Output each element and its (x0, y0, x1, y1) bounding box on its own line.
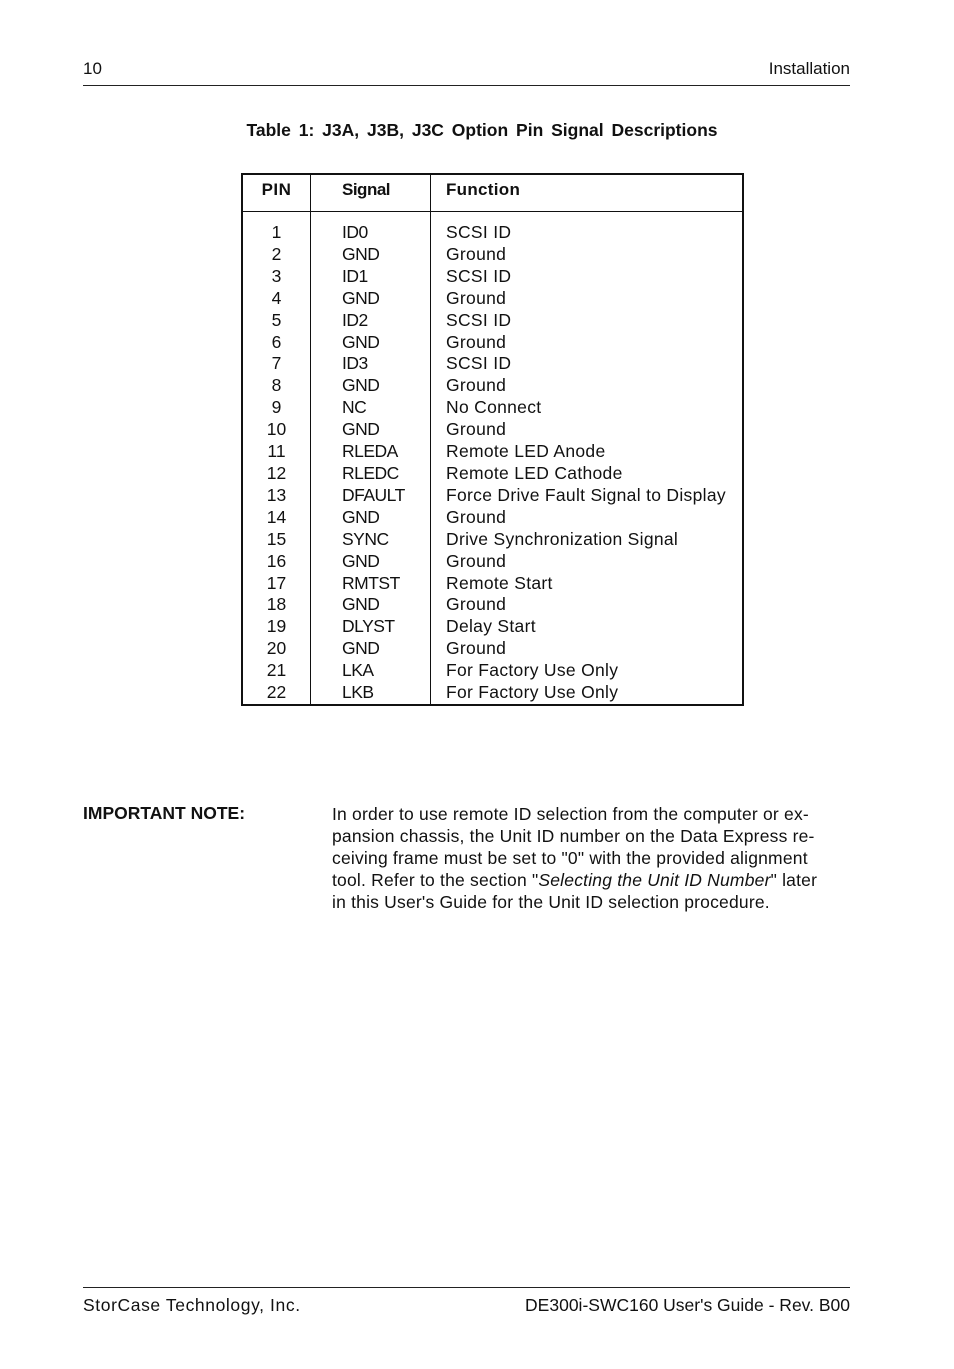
pin-cell: 14 (266, 506, 287, 527)
signal-cell: DFAULT (342, 484, 405, 505)
signal-cell: GND (342, 243, 380, 264)
note-line: pansion chassis, the Unit ID number on the Data Express re- (332, 826, 815, 846)
function-cell: Ground (446, 594, 507, 615)
pin-cell: 5 (271, 309, 282, 330)
column-header-signal: Signal (342, 180, 391, 199)
signal-cell: GND (342, 594, 380, 615)
signal-cell: ID1 (342, 265, 368, 286)
function-cell: Remote LED Cathode (446, 462, 623, 483)
function-cell: Remote Start (446, 572, 553, 593)
pin-cell: 7 (271, 353, 282, 374)
function-cell: Ground (446, 243, 507, 264)
pin-cell: 11 (267, 441, 286, 462)
footer-company: StorCase Technology, Inc. (83, 1295, 301, 1315)
pin-cell: 6 (271, 331, 282, 352)
column-divider (430, 175, 431, 704)
function-cell: Ground (446, 506, 507, 527)
note-line: ceiving frame must be set to "0" with the provided alignment (332, 848, 808, 868)
column-header-pin: PIN (261, 180, 292, 199)
pin-cell: 21 (266, 660, 287, 681)
pin-cell: 8 (271, 375, 282, 396)
function-cell: For Factory Use Only (446, 660, 619, 681)
signal-cell: GND (342, 331, 380, 352)
signal-cell: GND (342, 550, 380, 571)
function-cell: Ground (446, 331, 507, 352)
signal-cell: GND (342, 638, 380, 659)
function-cell: Ground (446, 375, 507, 396)
pin-cell: 15 (266, 528, 287, 549)
signal-cell: RLEDA (342, 441, 398, 462)
pin-cell: 16 (266, 550, 287, 571)
pin-cell: 12 (266, 462, 287, 483)
column-header-function: Function (446, 180, 521, 199)
signal-cell: LKA (342, 660, 374, 681)
function-cell: Force Drive Fault Signal to Display (446, 484, 726, 505)
page-number: 10 (83, 59, 102, 78)
table-caption: Table 1: J3A, J3B, J3C Option Pin Signal Descriptions (246, 120, 718, 140)
pin-cell: 9 (271, 397, 282, 418)
pin-cell: 22 (266, 682, 287, 703)
pin-signal-table (241, 173, 744, 706)
signal-cell: ID3 (342, 353, 368, 374)
note-label: IMPORTANT NOTE: (83, 803, 246, 823)
signal-cell: RLEDC (342, 462, 399, 483)
function-column (446, 222, 726, 704)
function-cell: SCSI ID (446, 309, 512, 330)
note-text-segment: tool. Refer to the section " (332, 870, 539, 890)
header-divider (243, 211, 742, 212)
section-reference: Selecting the Unit ID Number (538, 870, 771, 890)
note-text-segment: " later (770, 870, 818, 890)
signal-cell: ID0 (342, 222, 368, 242)
pin-column (243, 222, 310, 704)
function-cell: Ground (446, 419, 507, 440)
pin-cell: 4 (271, 287, 282, 308)
column-divider (310, 175, 311, 704)
function-cell: SCSI ID (446, 353, 512, 374)
signal-cell: GND (342, 419, 380, 440)
pin-cell: 13 (266, 484, 287, 505)
note-line: in this User's Guide for the Unit ID selection procedure. (332, 892, 770, 912)
footer-doc-title: DE300i-SWC160 User's Guide - Rev. B00 (525, 1295, 850, 1315)
pin-cell: 3 (271, 265, 282, 286)
pin-cell: 1 (271, 222, 282, 242)
function-cell: SCSI ID (446, 222, 512, 242)
note-line: In order to use remote ID selection from the computer or ex- (332, 804, 809, 824)
pin-cell: 19 (266, 616, 287, 637)
signal-column (342, 222, 405, 704)
signal-cell: ID2 (342, 309, 368, 330)
pin-cell: 20 (266, 638, 287, 659)
signal-cell: LKB (342, 682, 374, 703)
signal-cell: GND (342, 375, 380, 396)
pin-cell: 2 (271, 243, 282, 264)
function-cell: Ground (446, 287, 507, 308)
section-title: Installation (768, 59, 850, 78)
signal-cell: DLYST (342, 616, 395, 637)
signal-cell: SYNC (342, 528, 389, 549)
pin-cell: 18 (266, 594, 287, 615)
function-cell: Delay Start (446, 616, 536, 637)
note-text (332, 803, 852, 913)
signal-cell: RMTST (342, 572, 400, 593)
pin-cell: 17 (266, 572, 287, 593)
note-line (332, 869, 852, 891)
function-cell: No Connect (446, 397, 542, 418)
page-footer (83, 1287, 850, 1318)
signal-cell: NC (342, 397, 367, 418)
function-cell: Ground (446, 638, 507, 659)
signal-cell: GND (342, 506, 380, 527)
function-cell: Remote LED Anode (446, 441, 606, 462)
pin-cell: 10 (266, 419, 287, 440)
page-header (83, 59, 850, 86)
function-cell: Ground (446, 550, 507, 571)
signal-cell: GND (342, 287, 380, 308)
function-cell: SCSI ID (446, 265, 512, 286)
function-cell: For Factory Use Only (446, 682, 619, 703)
function-cell: Drive Synchronization Signal (446, 528, 679, 549)
